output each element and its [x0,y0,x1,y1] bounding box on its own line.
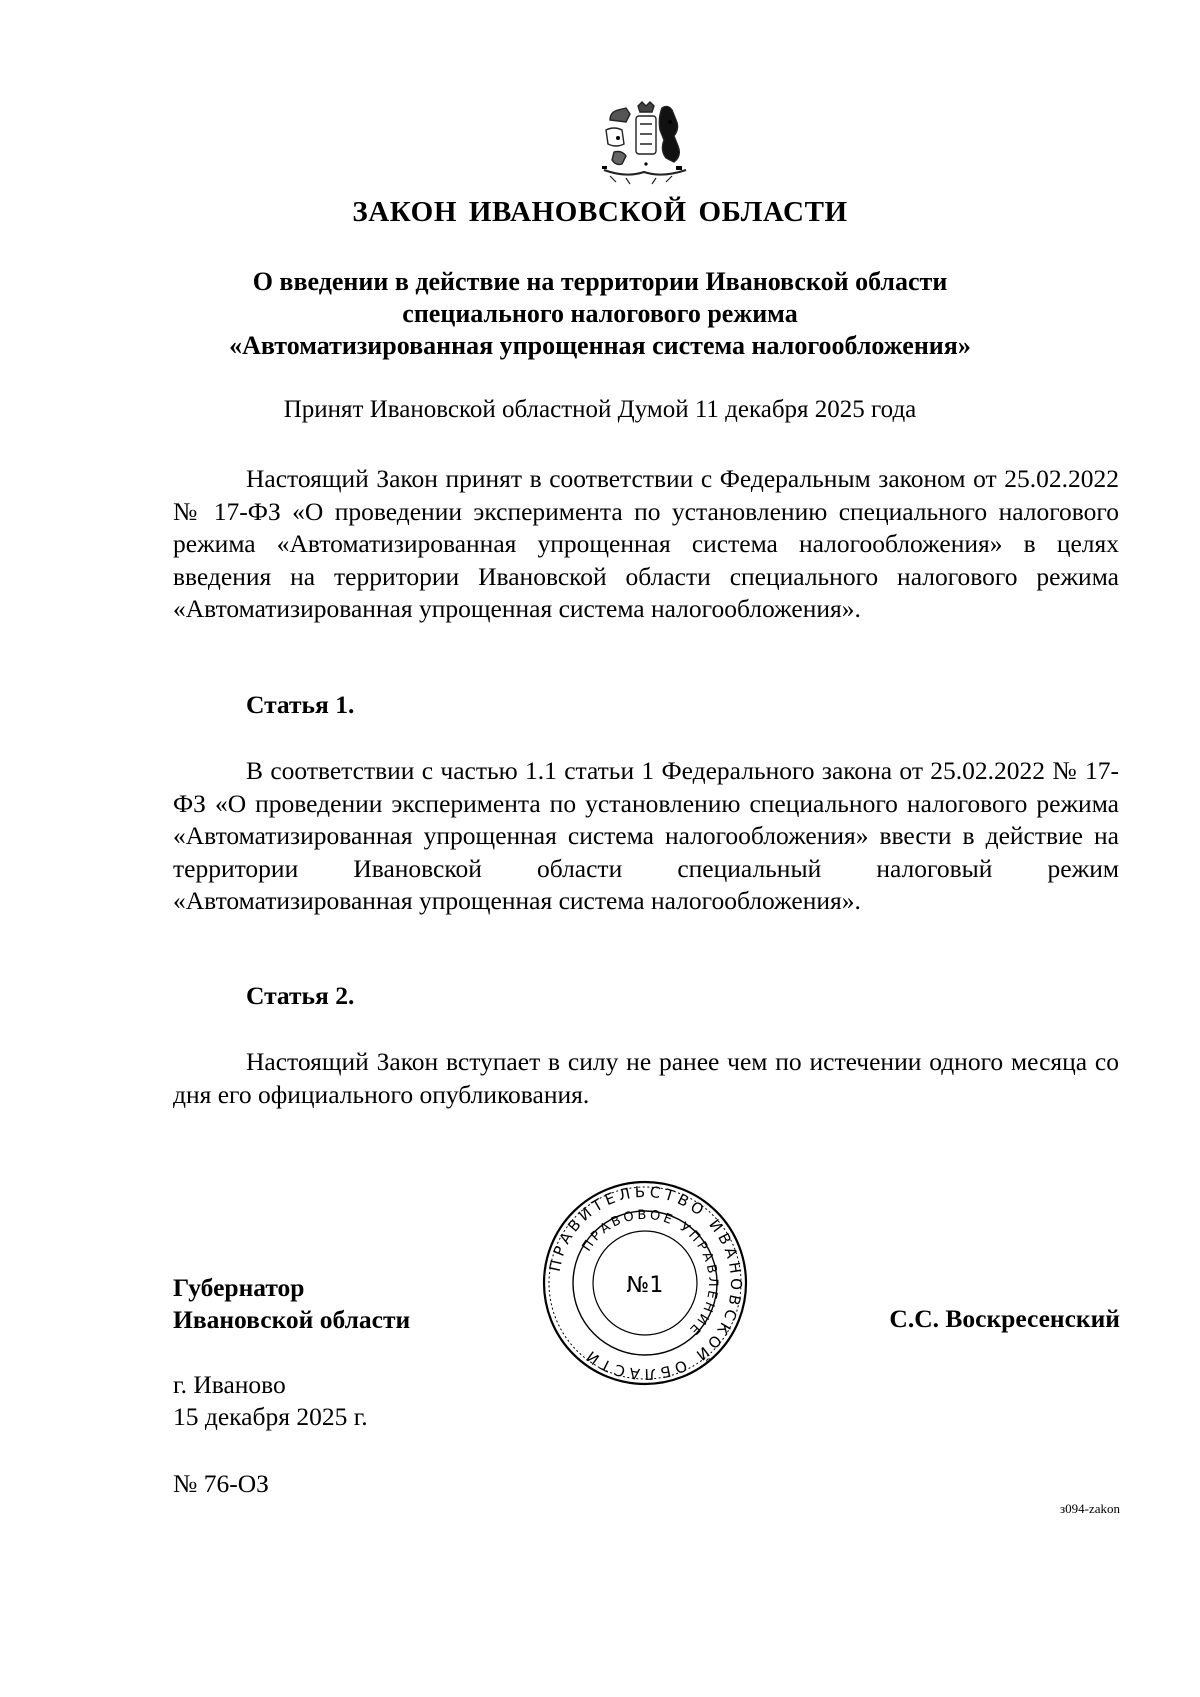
preamble-paragraph: Настоящий Закон принят в соответствии с Федеральным законом от 25.02.2022 № 17-ФЗ «О проведении эксперимента по установлению специального налогового режима «Автоматизированная упрощенная система налогообложения» в целях введения на территории Ивановской области специального налогового режима «Автоматизированная упрощенная система налогообложения». [173,464,1119,623]
official-seal-icon [540,1178,750,1388]
law-subject [0,266,1200,362]
seal-number: №1 [626,1273,664,1298]
signing-date: 15 декабря 2025 г. [173,1402,368,1431]
position-line: Губернатор [173,1273,305,1302]
subject-line: О введении в действие на территории Ивановской области [252,267,948,296]
law-number: № 76-ОЗ [173,1469,269,1498]
signatory-name: С.С. Воскресенский [889,1304,1120,1333]
subject-line: специального налогового режима [402,299,798,328]
seal-outer-text: ПРАВИТЕЛЬСТВО ИВАНОВСКОЙ ОБЛАСТИ [545,1182,746,1384]
place-and-date [173,1369,368,1433]
coat-of-arms-icon [596,100,692,186]
article-2-heading: Статья 2. [246,981,355,1010]
article-1-text: В соответствии с частью 1.1 статьи 1 Федерального закона от 25.02.2022 № 17-ФЗ «О проведении эксперимента по установлению специального налогового режима «Автоматизированная упрощенная система налогообложения» ввести в действие на территории Ивановской области специальный налоговый режим «Автоматизированная упрощенная система налогообложения». [173,756,1119,915]
document-code: з094-zakon [1059,1501,1120,1516]
subject-line: «Автоматизированная упрощенная система налогообложения» [229,331,971,360]
place: г. Иваново [173,1370,286,1399]
position-line: Ивановской области [173,1305,411,1334]
law-title: ЗАКОН ИВАНОВСКОЙ ОБЛАСТИ [352,196,848,228]
adoption-line: Принят Ивановской областной Думой 11 декабря 2025 года [283,396,917,423]
article-1-heading: Статья 1. [246,690,355,719]
seal-inner-text: ПРАВОВОЕ УПРАВЛЕНИЕ [579,1207,721,1340]
signatory-position [173,1272,410,1336]
article-2-text: Настоящий Закон вступает в силу не ранее чем по истечении одного месяца со дня его официального опубликования. [173,1047,1119,1109]
